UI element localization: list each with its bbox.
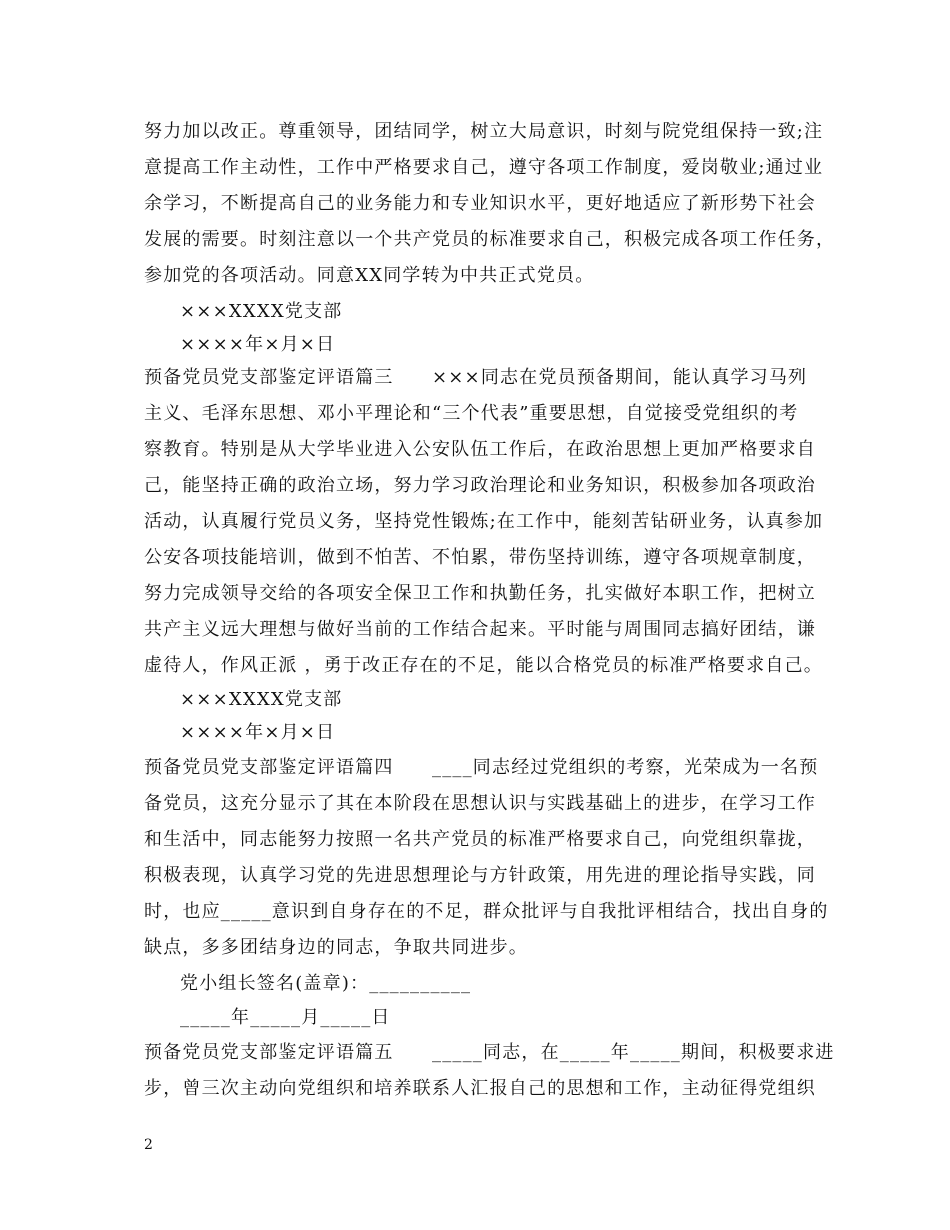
signature-date: ××××年×月×日 bbox=[180, 334, 336, 355]
page-number: 2 bbox=[144, 1137, 153, 1153]
paragraph-line: 时，也应_____意识到自身存在的不足，群众批评与自我批评相结合，找出自身的 bbox=[144, 901, 829, 922]
signature-date: ××××年×月×日 bbox=[180, 722, 336, 743]
signature-branch: ×××XXXX党支部 bbox=[180, 301, 343, 322]
paragraph-line: 虚待人，作风正派 ，勇于改正存在的不足，能以合格党员的标准严格要求自己。 bbox=[144, 655, 823, 676]
section-heading-line: 预备党员党支部鉴定评语篇三 ×××同志在党员预备期间，能认真学习马列 bbox=[144, 367, 808, 388]
paragraph-line: 意提高工作主动性，工作中严格要求自己，遵守各项工作制度，爱岗敬业;通过业 bbox=[144, 157, 824, 178]
paragraph-line: 步，曾三次主动向党组织和培养联系人汇报自己的思想和工作，主动征得党组织 bbox=[144, 1078, 816, 1099]
paragraph-line: 余学习，不断提高自己的业务能力和专业知识水平，更好地适应了新形势下社会 bbox=[144, 193, 816, 214]
paragraph-line: 主义、毛泽东思想、邓小平理论和“三个代表”重要思想，自觉接受党组织的考 bbox=[144, 403, 799, 424]
paragraph-line: 共产主义远大理想与做好当前的工作结合起来。平时能与周围同志搞好团结，谦 bbox=[144, 619, 816, 640]
signature-date-blank: _____年_____月_____日 bbox=[180, 1007, 391, 1028]
paragraph-line: 努力完成领导交给的各项安全保卫工作和执勤任务，扎实做好本职工作，把树立 bbox=[144, 583, 816, 604]
section-heading-line: 预备党员党支部鉴定评语篇四 ____同志经过党组织的考察，光荣成为一名预 bbox=[144, 757, 819, 778]
paragraph-line: 努力加以改正。尊重领导，团结同学，树立大局意识，时刻与院党组保持一致;注 bbox=[144, 121, 824, 142]
paragraph-line: 活动，认真履行党员义务，坚持党性锻炼;在工作中，能刻苦钻研业务，认真参加 bbox=[144, 511, 824, 532]
paragraph-line: 备党员，这充分显示了其在本阶段在思想认识与实践基础上的进步，在学习工作 bbox=[144, 793, 816, 814]
paragraph-line: 和生活中，同志能努力按照一名共产党员的标准严格要求自己，向党组织靠拢， bbox=[144, 829, 816, 850]
paragraph-line: 己，能坚持正确的政治立场，努力学习政治理论和业务知识，积极参加各项政治 bbox=[144, 475, 816, 496]
paragraph-line: 公安各项技能培训，做到不怕苦、不怕累，带伤坚持训练，遵守各项规章制度， bbox=[144, 547, 816, 568]
section-heading-line: 预备党员党支部鉴定评语篇五 _____同志，在_____年_____期间，积极要求进 bbox=[144, 1042, 835, 1063]
paragraph-line: 缺点，多多团结身边的同志，争取共同进步。 bbox=[144, 937, 528, 958]
paragraph-line: 积极表现，认真学习党的先进思想理论与方针政策，用先进的理论指导实践，同 bbox=[144, 865, 816, 886]
paragraph-line: 发展的需要。时刻注意以一个共产党员的标准要求自己，积极完成各项工作任务， bbox=[144, 229, 836, 250]
paragraph-line: 参加党的各项活动。同意XX同学转为中共正式党员。 bbox=[144, 265, 595, 286]
group-leader-signature: 党小组长签名(盖章)：__________ bbox=[180, 973, 472, 994]
signature-branch: ×××XXXX党支部 bbox=[180, 689, 343, 710]
paragraph-line: 察教育。特别是从大学毕业进入公安队伍工作后，在政治思想上更加严格要求自 bbox=[144, 439, 816, 460]
